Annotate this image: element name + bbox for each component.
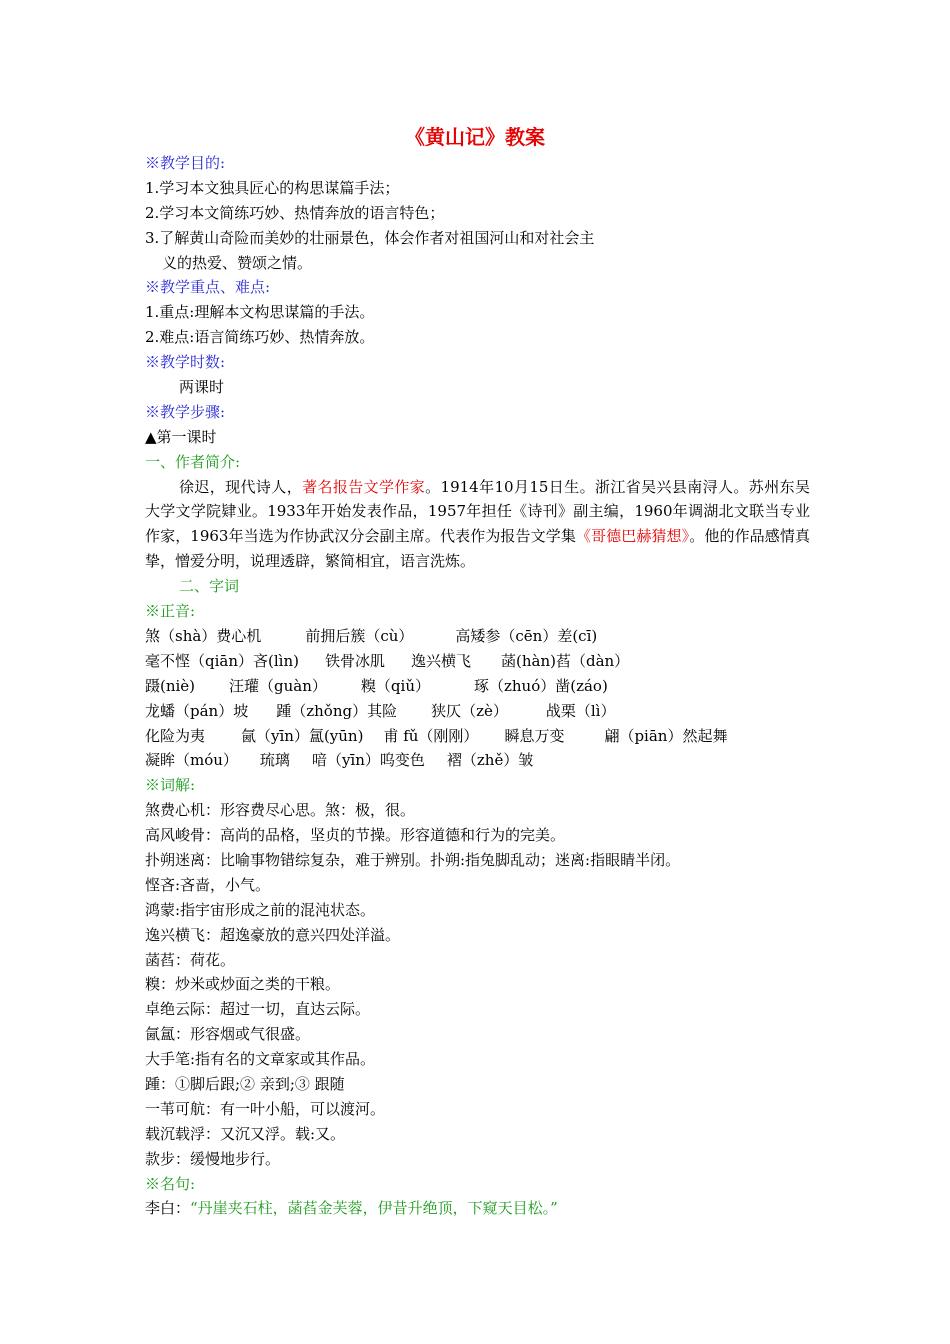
pron-term: 氤（yīn）氲(yūn) bbox=[241, 726, 364, 745]
pron-term: 煞（shà）费心机 bbox=[145, 626, 262, 645]
definition-item: 卓绝云际：超过一切，直达云际。 bbox=[145, 1000, 371, 1019]
pron-term: 毫不悭（qiān）吝(lìn) bbox=[145, 651, 299, 670]
keypoints-heading: ※教学重点、难点: bbox=[145, 278, 271, 297]
pron-term: 琢（zhuó）凿(záo) bbox=[473, 676, 608, 695]
pronunciation-line-6 bbox=[145, 748, 810, 773]
goal-item-1: 1.学习本文独具匠心的构思谋篇手法； bbox=[145, 178, 400, 197]
definition-item: 逸兴横飞：超逸豪放的意兴四处洋溢。 bbox=[145, 925, 401, 944]
pron-term: 高矮参（cēn）差(cī) bbox=[455, 626, 598, 645]
definition-item: 悭吝:吝啬，小气。 bbox=[145, 875, 271, 894]
definition-item: 载沉载浮：又沉又浮。载:又。 bbox=[145, 1124, 346, 1143]
pron-term: 瞬息万变 bbox=[504, 726, 565, 745]
definitions-heading: ※词解: bbox=[145, 776, 196, 795]
pron-term: 踵（zhǒng）其险 bbox=[276, 701, 398, 720]
definition-item: 菡萏：荷花。 bbox=[145, 950, 236, 969]
quote-text: “丹崖夹石柱，菡萏金芙蓉，伊昔升绝顶，下窥天目松。” bbox=[190, 1199, 558, 1218]
goal-item-3-cont: 义的热爱、赞颂之情。 bbox=[162, 253, 313, 272]
definition-item: 大手笔:指有名的文章家或其作品。 bbox=[145, 1050, 376, 1069]
pronunciation-heading: ※正音: bbox=[145, 602, 196, 621]
pronunciation-line-5 bbox=[145, 724, 810, 749]
words-heading: 二、字词 bbox=[179, 577, 240, 596]
pron-term: 糗（qiǔ） bbox=[360, 676, 430, 695]
goals-heading: ※教学目的: bbox=[145, 154, 226, 172]
pronunciation-line-1 bbox=[145, 624, 810, 649]
definition-item: 踵：①脚后跟;② 亲到;③ 跟随 bbox=[145, 1075, 345, 1094]
goal-item-3: 3.了解黄山奇险而美妙的壮丽景色，体会作者对祖国河山和对社会主 bbox=[145, 228, 595, 247]
document-body bbox=[145, 151, 810, 1221]
definition-item: 鸿蒙:指宇宙形成之前的混沌状态。 bbox=[145, 900, 376, 919]
pron-term: 狭仄（zè） bbox=[431, 701, 508, 720]
author-work-title: 《哥德巴赫猜想》 bbox=[575, 527, 690, 546]
definition-item: 糗：炒米或炒面之类的干粮。 bbox=[145, 975, 341, 994]
pron-term: 翩（piān）然起舞 bbox=[604, 726, 728, 745]
definition-item: 高风峻骨：高尚的品格，坚贞的节操。形容道德和行为的完美。 bbox=[145, 826, 566, 845]
pron-term: 喑（yīn）呜变色 bbox=[311, 751, 425, 770]
definition-item: 煞费心机：形容费尽心思。煞：极，很。 bbox=[145, 801, 416, 820]
author-text-2: 。1914年10月15日生。浙江省吴兴县南浔人。苏州东吴大学文学院肄业。1933年开始发表作品，1957年担任《诗刊》副主编，1960年调湖北文联当专业作家，1963年当选为作协武汉分会副主席。代表作为报告文学集 bbox=[145, 477, 810, 546]
author-text-3: 。他的作品感情真挚，憎爱分明，说理透辟，繁简相宜，语言洗炼。 bbox=[145, 527, 810, 571]
pron-term: 龙蟠（pán）坡 bbox=[145, 701, 249, 720]
keypoint-item-1: 1.重点:理解本文构思谋篇的手法。 bbox=[145, 303, 375, 322]
author-heading: 一、作者简介: bbox=[145, 452, 241, 471]
pronunciation-line-2 bbox=[145, 649, 810, 674]
lesson-1-label: ▲第一课时 bbox=[145, 427, 217, 446]
steps-heading: ※教学步骤: bbox=[145, 402, 226, 421]
pron-term: 逸兴横飞 bbox=[410, 651, 471, 670]
definition-item: 扑朔迷离：比喻事物错综复杂，难于辨别。扑朔:指兔脚乱动；迷离:指眼睛半闭。 bbox=[145, 851, 681, 869]
pron-term: 蹑(niè) bbox=[145, 676, 196, 695]
pron-term: 甫 fǔ（刚刚） bbox=[383, 726, 479, 745]
quote-author: 李白： bbox=[145, 1199, 191, 1218]
pronunciation-line-3 bbox=[145, 674, 810, 699]
keypoint-item-2: 2.难点:语言简练巧妙、热情奔放。 bbox=[145, 328, 375, 347]
pron-term: 化险为夷 bbox=[145, 726, 206, 745]
pron-term: 凝眸（móu） bbox=[145, 751, 238, 770]
hours-heading: ※教学时数: bbox=[145, 353, 226, 372]
pron-term: 汪瓘（guàn） bbox=[229, 676, 327, 695]
pron-term: 琉璃 bbox=[259, 751, 290, 770]
author-text-1: 徐迟，现代诗人， bbox=[179, 477, 303, 496]
definition-item: 氤氲：形容烟或气很盛。 bbox=[145, 1025, 311, 1044]
pron-term: 铁骨冰肌 bbox=[324, 651, 385, 670]
author-highlight: 著名报告文学作家 bbox=[302, 477, 426, 496]
definition-item: 款步：缓慢地步行。 bbox=[145, 1149, 281, 1168]
quote-line bbox=[145, 1196, 810, 1221]
quotes-heading: ※名句: bbox=[145, 1174, 196, 1193]
document-title: 《黄山记》教案 bbox=[405, 125, 545, 149]
hours-value: 两课时 bbox=[179, 378, 225, 397]
goal-item-2: 2.学习本文简练巧妙、热情奔放的语言特色； bbox=[145, 203, 445, 222]
pron-term: 褶（zhě）皱 bbox=[446, 751, 534, 770]
pron-term: 菡(hàn)萏（dàn） bbox=[501, 651, 630, 670]
pronunciation-line-4 bbox=[145, 699, 810, 724]
pron-term: 前拥后簇（cù） bbox=[305, 626, 414, 645]
definition-item: 一苇可航：有一叶小船，可以渡河。 bbox=[145, 1099, 386, 1118]
pron-term: 战栗（lì） bbox=[545, 701, 616, 720]
author-paragraph bbox=[145, 475, 810, 575]
